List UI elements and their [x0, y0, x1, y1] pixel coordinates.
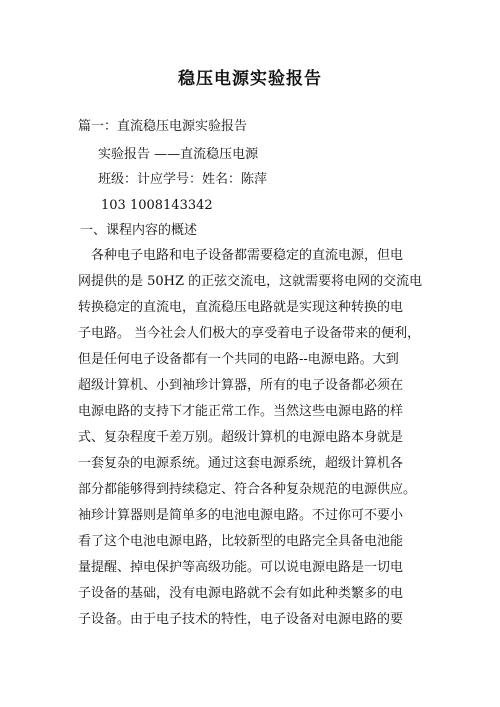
document-title: 稳压电源实验报告 — [178, 69, 322, 89]
body-line: 但是任何电子设备都有一个共同的电路--电源电路。大到 — [78, 352, 399, 367]
body-line: 看了这个电池电源电路，比较新型的电路完全具备电池能 — [78, 534, 404, 549]
body-line: 子设备。由于电子技术的特性，电子设备对电源电路的要 — [78, 612, 404, 627]
student-info-line: 班级：计应学号：姓名：陈萍 — [98, 172, 268, 187]
body-line: 一套复杂的电源系统。通过这套电源系统，超级计算机各 — [78, 456, 404, 471]
body-line: 电源电路的支持下才能正常工作。当然这些电源电路的样 — [78, 404, 404, 419]
body-line: 袖珍计算器则是简单多的电池电源电路。不过你可不要小 — [78, 508, 404, 523]
body-line: 子设备的基础，没有电源电路就不会有如此种类繁多的电 — [78, 586, 404, 601]
body-line: 部分都能够得到持续稳定、符合各种复杂规范的电源供应。 — [78, 482, 417, 497]
body-line: 超级计算机、小到袖珍计算器，所有的电子设备都必须在 — [78, 378, 404, 393]
body-line: 式、复杂程度千差万别。超级计算机的电源电路本身就是 — [78, 430, 404, 445]
body-line: 量提醒、掉电保护等高级功能。可以说电源电路是一切电 — [78, 560, 404, 575]
section-title: 一、课程内容的概述 — [80, 223, 198, 238]
body-line: 各种电子电路和电子设备都需要稳定的直流电源，但电 — [78, 248, 404, 263]
body-line: 转换稳定的直流电，直流稳压电路就是实现这种转换的电 — [78, 300, 404, 315]
report-subtitle: 实验报告 ——直流稳压电源 — [98, 147, 259, 162]
body-line: 网提供的是 50HZ 的正弦交流电，这就需要将电网的交流电 — [78, 274, 423, 289]
body-line: 子电路。 当今社会人们极大的享受着电子设备带来的便利， — [78, 326, 421, 341]
article-heading: 篇一：直流稳压电源实验报告 — [78, 119, 248, 134]
student-id-line: 103 1008143342 — [101, 198, 213, 213]
